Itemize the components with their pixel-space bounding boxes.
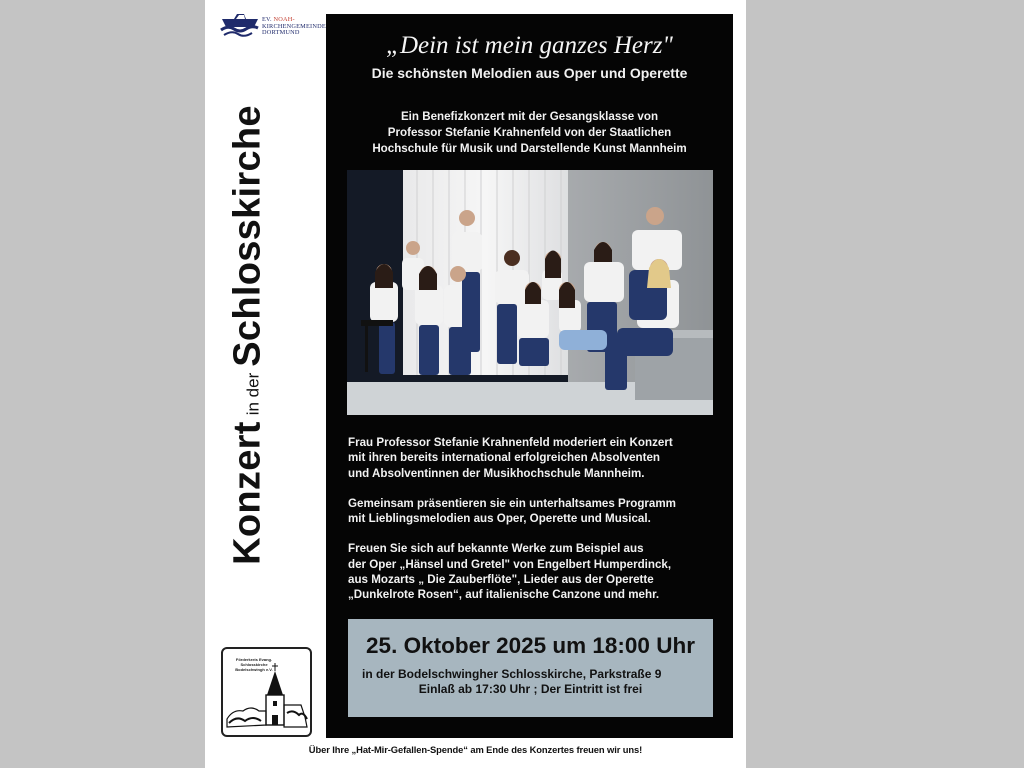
description-line: Freuen Sie sich auf bekannte Werke zum Beispiel aus: [348, 542, 644, 556]
intro-line: Hochschule für Musik und Darstellende Kunst Mannheim: [372, 142, 687, 155]
description-text: [348, 435, 728, 618]
content-panel: [326, 14, 733, 738]
description-paragraph: [348, 435, 728, 481]
noah-logo-highlight: NOAH-: [273, 16, 295, 23]
description-line: aus Mozarts „ Die Zauberflöte", Lieder aus der Operette: [348, 573, 654, 587]
description-line: mit Lieblingsmelodien aus Oper, Operette und Musical.: [348, 512, 651, 526]
concert-subtitle: Die schönsten Melodien aus Oper und Operette: [371, 65, 688, 81]
event-location: in der Bodelschwingher Schlosskirche, Parkstraße 9: [362, 667, 662, 681]
vertical-title-konzert: Konzert: [226, 421, 269, 565]
singers-group-photo-image: [347, 170, 713, 415]
description-paragraph: [348, 541, 728, 602]
ark-wave-icon: [220, 13, 260, 37]
description-line: und Absolventinnen der Musikhochschule Mannheim.: [348, 466, 645, 480]
concert-title: „Dein ist mein ganzes Herz": [386, 32, 673, 59]
intro-text: [326, 109, 733, 157]
event-date-time: 25. Oktober 2025 um 18:00 Uhr: [366, 633, 695, 658]
event-entry-info: Einlaß ab 17:30 Uhr ; Der Eintritt ist frei: [418, 682, 643, 696]
church-tower-icon: [223, 649, 310, 735]
vertical-title: [227, 105, 270, 565]
foerderkreis-logo-text: Förderkreis Evang. Schlosskirche Bodelschwingh e.V.: [235, 657, 273, 672]
event-details-box: [348, 619, 713, 717]
description-line: „Dunkelrote Rosen“, auf italienische Canzone und mehr.: [348, 588, 660, 602]
description-line: der Oper „Hänsel und Gretel" von Engelbert Humperdinck,: [348, 557, 672, 571]
vertical-title-schlosskirche: Schlosskirche: [226, 105, 269, 367]
concert-poster: [205, 0, 746, 768]
foerderkreis-logo: [221, 647, 312, 737]
group-photo: [347, 170, 713, 415]
noah-logo-line3: DORTMUND: [262, 29, 300, 36]
intro-line: Professor Stefanie Krahnenfeld von der Staatlichen: [387, 126, 672, 139]
noah-church-logo: [220, 13, 330, 39]
description-line: Frau Professor Stefanie Krahnenfeld moderiert ein Konzert: [348, 436, 673, 449]
description-line: Gemeinsam präsentieren sie ein unterhaltsames Programm: [348, 496, 676, 510]
description-line: mit ihren bereits international erfolgreichen Absolventen: [348, 451, 661, 465]
donation-note: Über Ihre „Hat-Mir-Gefallen-Spende“ am Ende des Konzertes freuen wir uns!: [308, 744, 643, 755]
noah-logo-text: [262, 17, 326, 37]
intro-line: Ein Benefizkonzert mit der Gesangsklasse von: [400, 110, 659, 123]
noah-logo-prefix: EV.: [262, 16, 272, 23]
noah-logo-line2: KIRCHENGEMEINDE: [262, 22, 326, 30]
vertical-title-in-der: in der: [243, 372, 263, 416]
description-paragraph: [348, 496, 728, 527]
